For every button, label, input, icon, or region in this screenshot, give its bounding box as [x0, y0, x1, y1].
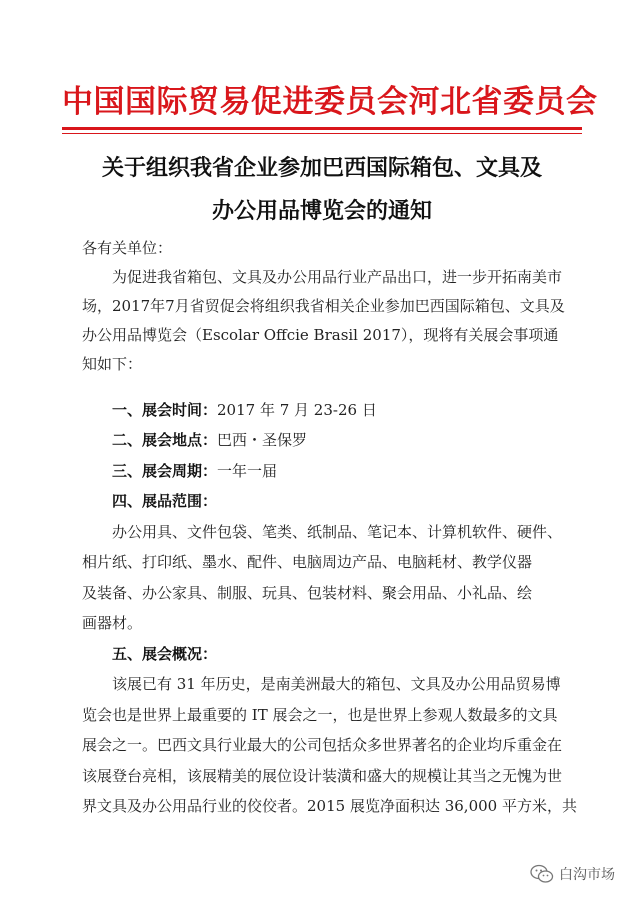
section-time-label: 一、展会时间：: [112, 401, 218, 419]
section-cycle-value: 一年一届: [217, 462, 278, 480]
section-scope: [112, 490, 217, 512]
notice-title-line-2: 办公用品博览会的通知: [211, 199, 432, 224]
salutation: 各有关单位：: [82, 239, 173, 257]
section-cycle: [112, 460, 277, 482]
watermark: [530, 862, 615, 886]
watermark-text: 白沟市场: [559, 867, 615, 883]
overview-line-1: 该展已有 31 年历史，是南美洲最大的箱包、文具及办公用品贸易博: [112, 675, 561, 693]
intro-line-3: 办公用品博览会（Escolar Offcie Brasil 2017），现将有关展会事项通: [82, 326, 559, 344]
org-title: 中国国际贸易促进委员会河北省委员会: [62, 84, 598, 120]
section-scope-label: 四、展品范围：: [112, 492, 218, 510]
scope-line-2: 相片纸、打印纸、墨水、配件、电脑周边产品、电脑耗材、教学仪器: [82, 553, 533, 571]
header-rule-thin: [62, 133, 582, 134]
wechat-icon: [530, 864, 554, 884]
intro-line-2: 场，2017年7月省贸促会将组织我省相关企业参加巴西国际箱包、文具及: [82, 297, 565, 315]
section-place-label: 二、展会地点：: [112, 431, 218, 449]
notice-title-line-1: 关于组织我省企业参加巴西国际箱包、文具及: [101, 156, 542, 181]
section-time: [112, 399, 377, 421]
scope-line-3: 及装备、办公家具、制服、玩具、包装材料、聚会用品、小礼品、绘: [82, 584, 533, 602]
section-overview: [112, 643, 217, 665]
header-rule-thick: [62, 127, 582, 130]
section-place-value: 巴西・圣保罗: [217, 431, 308, 449]
intro-line-4: 知如下：: [82, 355, 143, 373]
overview-line-5: 界文具及办公用品行业的佼佼者。2015 展览净面积达 36,000 平方米，共: [82, 797, 577, 815]
section-time-value: 2017 年 7 月 23-26 日: [217, 401, 377, 419]
section-place: [112, 429, 307, 451]
overview-line-2: 览会也是世界上最重要的 IT 展会之一，也是世界上参观人数最多的文具: [82, 706, 558, 724]
scope-line-4: 画器材。: [82, 614, 143, 632]
section-cycle-label: 三、展会周期：: [112, 462, 218, 480]
overview-line-3: 展会之一。巴西文具行业最大的公司包括众多世界著名的企业均斥重金在: [82, 736, 563, 754]
intro-line-1: 为促进我省箱包、文具及办公用品行业产品出口，进一步开拓南美市: [112, 268, 563, 286]
section-overview-label: 五、展会概况：: [112, 645, 218, 663]
overview-line-4: 该展登台亮相，该展精美的展位设计装潢和盛大的规模让其当之无愧为世: [82, 767, 563, 785]
scope-line-1: 办公用具、文件包袋、笔类、纸制品、笔记本、计算机软件、硬件、: [112, 523, 563, 541]
